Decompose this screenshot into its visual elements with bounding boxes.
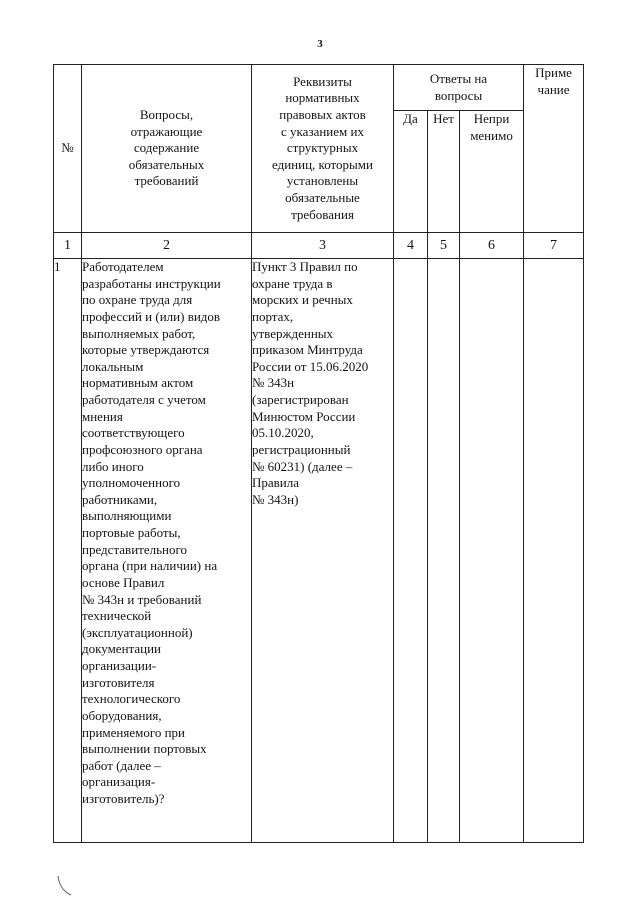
text-line: работ (далее – bbox=[82, 757, 161, 773]
text-line: Непри bbox=[473, 111, 510, 126]
text-line: технологического bbox=[82, 691, 181, 707]
text-line: портовые работы, bbox=[82, 525, 181, 540]
header-questions bbox=[82, 65, 252, 233]
column-number: 3 bbox=[252, 233, 394, 259]
text-line: № 60231) (далее – bbox=[252, 458, 353, 474]
column-number: 6 bbox=[460, 233, 524, 259]
pen-mark-icon bbox=[56, 874, 76, 898]
column-number: 5 bbox=[428, 233, 460, 259]
text-line: выполнении портовых bbox=[82, 741, 207, 757]
text-line: правовых актов bbox=[279, 106, 366, 122]
text-line: с указанием их bbox=[281, 123, 364, 139]
text-line: уполномоченного bbox=[82, 475, 181, 491]
text-line: разработаны инструкции bbox=[82, 275, 221, 291]
text-line: охране труда в bbox=[252, 275, 333, 291]
text-line: которые утверждаются bbox=[82, 342, 210, 358]
text-line: Реквизиты bbox=[293, 73, 352, 89]
text-line: нормативным актом bbox=[82, 375, 194, 391]
text-line: приказом Минтруда bbox=[252, 342, 363, 358]
header-no: Нет bbox=[428, 111, 460, 233]
text-line: содержание bbox=[133, 140, 200, 156]
header-requisites bbox=[252, 65, 394, 233]
question-text bbox=[82, 259, 252, 843]
answer-yes-cell[interactable] bbox=[394, 259, 428, 843]
text-line: требований bbox=[134, 173, 199, 189]
header-not-applicable bbox=[460, 111, 524, 233]
text-line: оборудования, bbox=[82, 707, 162, 723]
text-line: Работодателем bbox=[82, 259, 164, 274]
note-cell[interactable] bbox=[524, 259, 584, 843]
text-line: изготовитель)? bbox=[82, 791, 165, 806]
text-line: (зарегистрирован bbox=[252, 392, 349, 407]
text-line: документации bbox=[82, 641, 162, 657]
column-number: 4 bbox=[394, 233, 428, 259]
row-number: 1 bbox=[54, 259, 82, 843]
text-line: № 343н bbox=[252, 375, 295, 391]
text-line: № 343н и требований bbox=[82, 591, 202, 607]
text-line: Вопросы, bbox=[139, 106, 194, 122]
text-line: локальным bbox=[82, 358, 144, 374]
text-line: работодателя с учетом bbox=[82, 392, 206, 407]
text-line: организации- bbox=[82, 658, 157, 673]
text-line: чание bbox=[537, 81, 570, 97]
text-line: по охране труда для bbox=[82, 292, 193, 308]
text-line: выполняющими bbox=[82, 508, 172, 524]
header-answers bbox=[394, 65, 524, 111]
text-line: профессий и (или) видов bbox=[82, 308, 221, 324]
header-yes: Да bbox=[394, 111, 428, 233]
text-line: выполняемых работ, bbox=[82, 325, 196, 341]
text-line: морских и речных bbox=[252, 292, 353, 308]
text-line: обязательных bbox=[128, 156, 205, 172]
text-line: (эксплуатационной) bbox=[82, 624, 193, 640]
text-line: Пункт 3 Правил по bbox=[252, 259, 358, 274]
text-line: применяемого при bbox=[82, 724, 186, 740]
header-num: № bbox=[54, 65, 82, 233]
column-number: 1 bbox=[54, 233, 82, 259]
text-line: отражающие bbox=[130, 123, 203, 139]
text-line: менимо bbox=[470, 127, 513, 143]
text-line: обязательные bbox=[285, 190, 360, 206]
text-line: технической bbox=[82, 608, 152, 624]
text-line: профсоюзного органа bbox=[82, 441, 203, 457]
text-line: № 343н) bbox=[252, 491, 299, 507]
text-line: нормативных bbox=[285, 90, 360, 106]
text-line: Ответы на bbox=[429, 70, 488, 86]
table-row bbox=[54, 259, 584, 843]
checklist-table bbox=[53, 64, 584, 843]
text-line: России от 15.06.2020 bbox=[252, 358, 369, 374]
column-number: 7 bbox=[524, 233, 584, 259]
answer-not-applicable-cell[interactable] bbox=[460, 259, 524, 843]
text-line: Приме bbox=[535, 65, 572, 80]
text-line: Правила bbox=[252, 475, 300, 491]
page-number: 3 bbox=[317, 38, 323, 50]
text-line: требования bbox=[291, 206, 354, 222]
header-note bbox=[524, 65, 584, 233]
answer-no-cell[interactable] bbox=[428, 259, 460, 843]
text-line: регистрационный bbox=[252, 441, 351, 457]
column-number-row bbox=[54, 233, 584, 259]
text-line: портах, bbox=[252, 308, 294, 324]
text-line: изготовителя bbox=[82, 674, 155, 690]
text-line: структурных bbox=[286, 140, 359, 156]
header-row-1 bbox=[54, 65, 584, 111]
column-number: 2 bbox=[82, 233, 252, 259]
text-line: организация- bbox=[82, 774, 156, 790]
text-line: утвержденных bbox=[252, 325, 334, 341]
text-line: единиц, которыми bbox=[272, 156, 373, 172]
text-line: 05.10.2020, bbox=[252, 425, 314, 441]
text-line: представительного bbox=[82, 541, 187, 557]
text-line: либо иного bbox=[82, 458, 144, 474]
text-line: мнения bbox=[82, 408, 123, 424]
text-line: органа (при наличии) на bbox=[82, 558, 218, 574]
text-line: вопросы bbox=[434, 87, 483, 103]
requisites-text bbox=[252, 259, 394, 843]
text-line: Минюстом России bbox=[252, 408, 356, 424]
text-line: основе Правил bbox=[82, 574, 165, 590]
text-line: соответствующего bbox=[82, 425, 185, 441]
text-line: установлены bbox=[286, 173, 359, 189]
text-line: работниками, bbox=[82, 491, 158, 507]
